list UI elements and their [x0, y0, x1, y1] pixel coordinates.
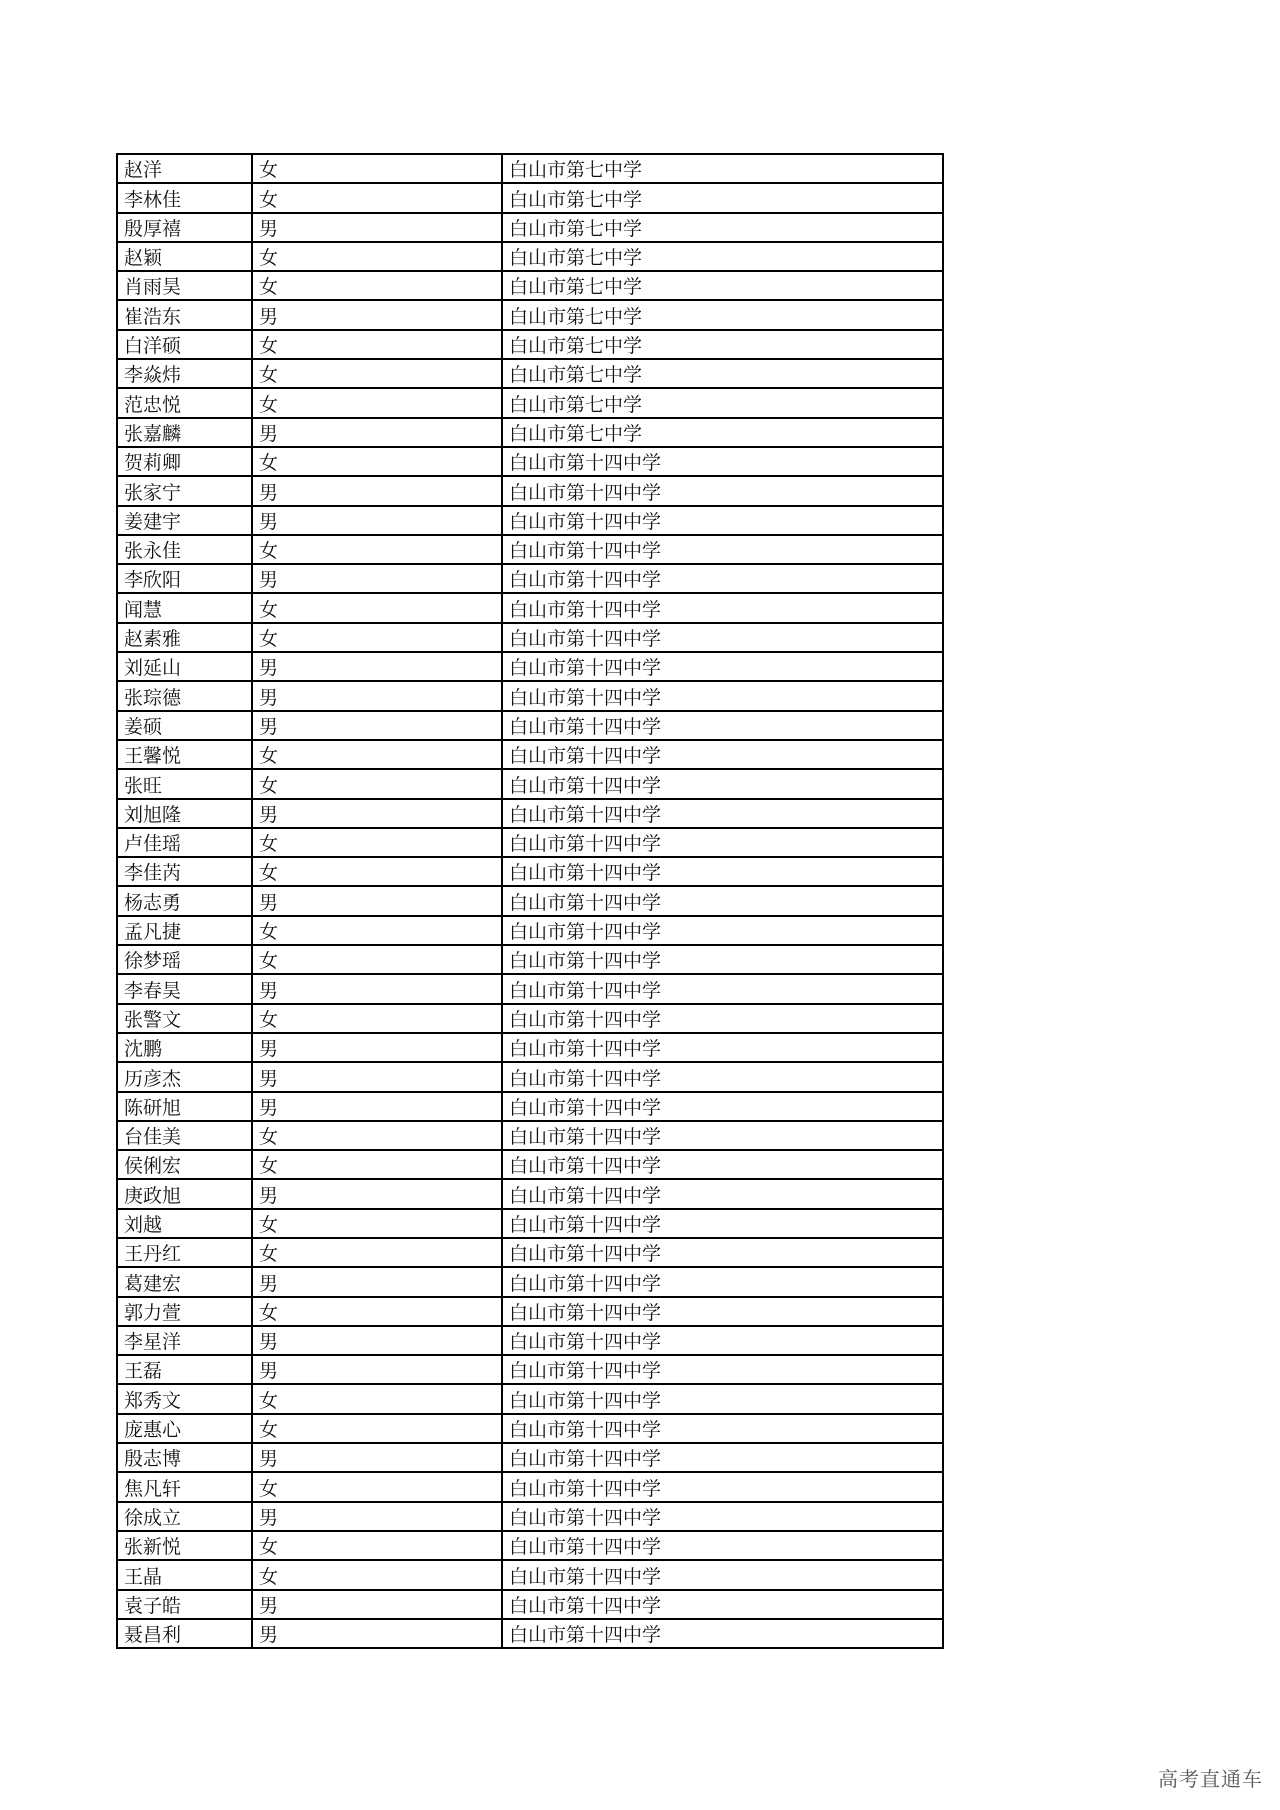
- school-cell: 白山市第十四中学: [502, 1414, 943, 1443]
- gender-cell: 女: [252, 183, 502, 212]
- gender-cell: 女: [252, 447, 502, 476]
- table-row: [117, 799, 943, 828]
- name-cell: 历彦杰: [117, 1062, 252, 1091]
- table-row: [117, 623, 943, 652]
- school-cell: 白山市第十四中学: [502, 1531, 943, 1560]
- gender-cell: 女: [252, 271, 502, 300]
- name-cell: 杨志勇: [117, 886, 252, 915]
- gender-cell: 男: [252, 799, 502, 828]
- gender-cell: 女: [252, 535, 502, 564]
- name-cell: 张旺: [117, 769, 252, 798]
- school-cell: 白山市第七中学: [502, 330, 943, 359]
- table-row: [117, 1297, 943, 1326]
- name-cell: 徐成立: [117, 1502, 252, 1531]
- school-cell: 白山市第十四中学: [502, 1326, 943, 1355]
- table-row: [117, 593, 943, 622]
- gender-cell: 女: [252, 1121, 502, 1150]
- school-cell: 白山市第十四中学: [502, 1150, 943, 1179]
- name-cell: 聂昌利: [117, 1619, 252, 1648]
- gender-cell: 男: [252, 418, 502, 447]
- table-row: [117, 740, 943, 769]
- table-row: [117, 1326, 943, 1355]
- roster-table: [116, 153, 944, 1649]
- table-row: [117, 1384, 943, 1413]
- school-cell: 白山市第十四中学: [502, 1238, 943, 1267]
- table-row: [117, 1443, 943, 1472]
- gender-cell: 男: [252, 681, 502, 710]
- table-row: [117, 271, 943, 300]
- name-cell: 袁子皓: [117, 1590, 252, 1619]
- name-cell: 范忠悦: [117, 388, 252, 417]
- name-cell: 台佳美: [117, 1121, 252, 1150]
- name-cell: 李星洋: [117, 1326, 252, 1355]
- gender-cell: 男: [252, 1326, 502, 1355]
- gender-cell: 女: [252, 1297, 502, 1326]
- name-cell: 李春昊: [117, 974, 252, 1003]
- name-cell: 白洋硕: [117, 330, 252, 359]
- gender-cell: 男: [252, 886, 502, 915]
- table-row: [117, 506, 943, 535]
- school-cell: 白山市第十四中学: [502, 1179, 943, 1208]
- gender-cell: 男: [252, 1092, 502, 1121]
- school-cell: 白山市第十四中学: [502, 623, 943, 652]
- gender-cell: 女: [252, 1150, 502, 1179]
- gender-cell: 男: [252, 1355, 502, 1384]
- table-row: [117, 1179, 943, 1208]
- name-cell: 侯俐宏: [117, 1150, 252, 1179]
- gender-cell: 男: [252, 1179, 502, 1208]
- gender-cell: 女: [252, 740, 502, 769]
- gender-cell: 女: [252, 1531, 502, 1560]
- table-row: [117, 711, 943, 740]
- school-cell: 白山市第七中学: [502, 300, 943, 329]
- gender-cell: 女: [252, 1004, 502, 1033]
- name-cell: 刘旭隆: [117, 799, 252, 828]
- school-cell: 白山市第七中学: [502, 418, 943, 447]
- watermark-text: 高考直通车: [1158, 1767, 1263, 1791]
- table-row: [117, 242, 943, 271]
- name-cell: 殷厚禧: [117, 213, 252, 242]
- name-cell: 沈鹏: [117, 1033, 252, 1062]
- name-cell: 孟凡捷: [117, 916, 252, 945]
- name-cell: 刘延山: [117, 652, 252, 681]
- table-row: [117, 886, 943, 915]
- table-row: [117, 681, 943, 710]
- school-cell: 白山市第十四中学: [502, 1590, 943, 1619]
- name-cell: 陈研旭: [117, 1092, 252, 1121]
- table-row: [117, 359, 943, 388]
- table-row: [117, 564, 943, 593]
- school-cell: 白山市第十四中学: [502, 1267, 943, 1296]
- gender-cell: 男: [252, 1619, 502, 1648]
- name-cell: 张嘉麟: [117, 418, 252, 447]
- name-cell: 贺莉卿: [117, 447, 252, 476]
- name-cell: 王磊: [117, 1355, 252, 1384]
- school-cell: 白山市第十四中学: [502, 1384, 943, 1413]
- school-cell: 白山市第十四中学: [502, 769, 943, 798]
- school-cell: 白山市第十四中学: [502, 1033, 943, 1062]
- school-cell: 白山市第十四中学: [502, 476, 943, 505]
- roster-body: [117, 154, 943, 1648]
- name-cell: 李佳芮: [117, 857, 252, 886]
- gender-cell: 女: [252, 857, 502, 886]
- table-row: [117, 652, 943, 681]
- table-row: [117, 476, 943, 505]
- name-cell: 张琮德: [117, 681, 252, 710]
- gender-cell: 女: [252, 242, 502, 271]
- school-cell: 白山市第十四中学: [502, 1004, 943, 1033]
- school-cell: 白山市第十四中学: [502, 1121, 943, 1150]
- school-cell: 白山市第十四中学: [502, 1092, 943, 1121]
- school-cell: 白山市第十四中学: [502, 799, 943, 828]
- name-cell: 闻慧: [117, 593, 252, 622]
- school-cell: 白山市第七中学: [502, 213, 943, 242]
- school-cell: 白山市第十四中学: [502, 1619, 943, 1648]
- table-row: [117, 1355, 943, 1384]
- name-cell: 王晶: [117, 1560, 252, 1589]
- school-cell: 白山市第七中学: [502, 183, 943, 212]
- name-cell: 赵素雅: [117, 623, 252, 652]
- table-row: [117, 213, 943, 242]
- gender-cell: 女: [252, 330, 502, 359]
- gender-cell: 女: [252, 154, 502, 183]
- table-row: [117, 1590, 943, 1619]
- name-cell: 肖雨昊: [117, 271, 252, 300]
- table-row: [117, 1062, 943, 1091]
- gender-cell: 男: [252, 711, 502, 740]
- table-row: [117, 916, 943, 945]
- name-cell: 赵洋: [117, 154, 252, 183]
- name-cell: 卢佳瑶: [117, 828, 252, 857]
- name-cell: 张家宁: [117, 476, 252, 505]
- name-cell: 徐梦瑶: [117, 945, 252, 974]
- gender-cell: 女: [252, 1384, 502, 1413]
- table-row: [117, 330, 943, 359]
- table-row: [117, 945, 943, 974]
- gender-cell: 女: [252, 945, 502, 974]
- table-row: [117, 1209, 943, 1238]
- table-row: [117, 1092, 943, 1121]
- gender-cell: 男: [252, 1267, 502, 1296]
- school-cell: 白山市第十四中学: [502, 535, 943, 564]
- gender-cell: 男: [252, 300, 502, 329]
- school-cell: 白山市第十四中学: [502, 886, 943, 915]
- gender-cell: 女: [252, 1560, 502, 1589]
- table-row: [117, 300, 943, 329]
- school-cell: 白山市第七中学: [502, 359, 943, 388]
- table-row: [117, 154, 943, 183]
- table-row: [117, 388, 943, 417]
- gender-cell: 女: [252, 359, 502, 388]
- school-cell: 白山市第十四中学: [502, 1062, 943, 1091]
- name-cell: 李焱炜: [117, 359, 252, 388]
- school-cell: 白山市第十四中学: [502, 1443, 943, 1472]
- name-cell: 刘越: [117, 1209, 252, 1238]
- table-row: [117, 1121, 943, 1150]
- gender-cell: 男: [252, 1502, 502, 1531]
- school-cell: 白山市第七中学: [502, 271, 943, 300]
- school-cell: 白山市第十四中学: [502, 945, 943, 974]
- table-row: [117, 1150, 943, 1179]
- table-row: [117, 1004, 943, 1033]
- name-cell: 庚政旭: [117, 1179, 252, 1208]
- gender-cell: 男: [252, 213, 502, 242]
- school-cell: 白山市第十四中学: [502, 1560, 943, 1589]
- school-cell: 白山市第十四中学: [502, 916, 943, 945]
- table-row: [117, 857, 943, 886]
- name-cell: 李林佳: [117, 183, 252, 212]
- gender-cell: 女: [252, 1238, 502, 1267]
- gender-cell: 男: [252, 564, 502, 593]
- name-cell: 李欣阳: [117, 564, 252, 593]
- school-cell: 白山市第十四中学: [502, 681, 943, 710]
- name-cell: 张警文: [117, 1004, 252, 1033]
- school-cell: 白山市第十四中学: [502, 564, 943, 593]
- table-row: [117, 828, 943, 857]
- gender-cell: 女: [252, 769, 502, 798]
- school-cell: 白山市第十四中学: [502, 1355, 943, 1384]
- table-row: [117, 1238, 943, 1267]
- gender-cell: 男: [252, 652, 502, 681]
- name-cell: 姜硕: [117, 711, 252, 740]
- name-cell: 殷志博: [117, 1443, 252, 1472]
- table-row: [117, 447, 943, 476]
- gender-cell: 男: [252, 1033, 502, 1062]
- name-cell: 庞惠心: [117, 1414, 252, 1443]
- school-cell: 白山市第七中学: [502, 388, 943, 417]
- school-cell: 白山市第十四中学: [502, 857, 943, 886]
- name-cell: 姜建宇: [117, 506, 252, 535]
- gender-cell: 男: [252, 476, 502, 505]
- school-cell: 白山市第十四中学: [502, 1502, 943, 1531]
- school-cell: 白山市第十四中学: [502, 652, 943, 681]
- gender-cell: 女: [252, 1414, 502, 1443]
- school-cell: 白山市第十四中学: [502, 1472, 943, 1501]
- school-cell: 白山市第十四中学: [502, 593, 943, 622]
- school-cell: 白山市第十四中学: [502, 974, 943, 1003]
- table-row: [117, 1033, 943, 1062]
- table-row: [117, 183, 943, 212]
- table-row: [117, 535, 943, 564]
- table-row: [117, 1619, 943, 1648]
- school-cell: 白山市第十四中学: [502, 1209, 943, 1238]
- gender-cell: 男: [252, 506, 502, 535]
- table-row: [117, 1531, 943, 1560]
- school-cell: 白山市第十四中学: [502, 711, 943, 740]
- gender-cell: 女: [252, 828, 502, 857]
- gender-cell: 女: [252, 388, 502, 417]
- school-cell: 白山市第十四中学: [502, 1297, 943, 1326]
- gender-cell: 女: [252, 1209, 502, 1238]
- name-cell: 王馨悦: [117, 740, 252, 769]
- name-cell: 郑秀文: [117, 1384, 252, 1413]
- table-row: [117, 1414, 943, 1443]
- table-row: [117, 1472, 943, 1501]
- gender-cell: 女: [252, 1472, 502, 1501]
- table-row: [117, 1560, 943, 1589]
- table-row: [117, 1267, 943, 1296]
- gender-cell: 女: [252, 916, 502, 945]
- gender-cell: 男: [252, 1443, 502, 1472]
- table-row: [117, 974, 943, 1003]
- name-cell: 王丹红: [117, 1238, 252, 1267]
- name-cell: 崔浩东: [117, 300, 252, 329]
- school-cell: 白山市第十四中学: [502, 828, 943, 857]
- gender-cell: 男: [252, 1062, 502, 1091]
- name-cell: 张新悦: [117, 1531, 252, 1560]
- school-cell: 白山市第十四中学: [502, 447, 943, 476]
- table-row: [117, 1502, 943, 1531]
- table-row: [117, 769, 943, 798]
- gender-cell: 男: [252, 1590, 502, 1619]
- name-cell: 赵颖: [117, 242, 252, 271]
- name-cell: 焦凡轩: [117, 1472, 252, 1501]
- name-cell: 葛建宏: [117, 1267, 252, 1296]
- school-cell: 白山市第十四中学: [502, 506, 943, 535]
- name-cell: 郭力萱: [117, 1297, 252, 1326]
- school-cell: 白山市第七中学: [502, 154, 943, 183]
- name-cell: 张永佳: [117, 535, 252, 564]
- gender-cell: 男: [252, 974, 502, 1003]
- school-cell: 白山市第七中学: [502, 242, 943, 271]
- gender-cell: 女: [252, 593, 502, 622]
- table-row: [117, 418, 943, 447]
- school-cell: 白山市第十四中学: [502, 740, 943, 769]
- gender-cell: 女: [252, 623, 502, 652]
